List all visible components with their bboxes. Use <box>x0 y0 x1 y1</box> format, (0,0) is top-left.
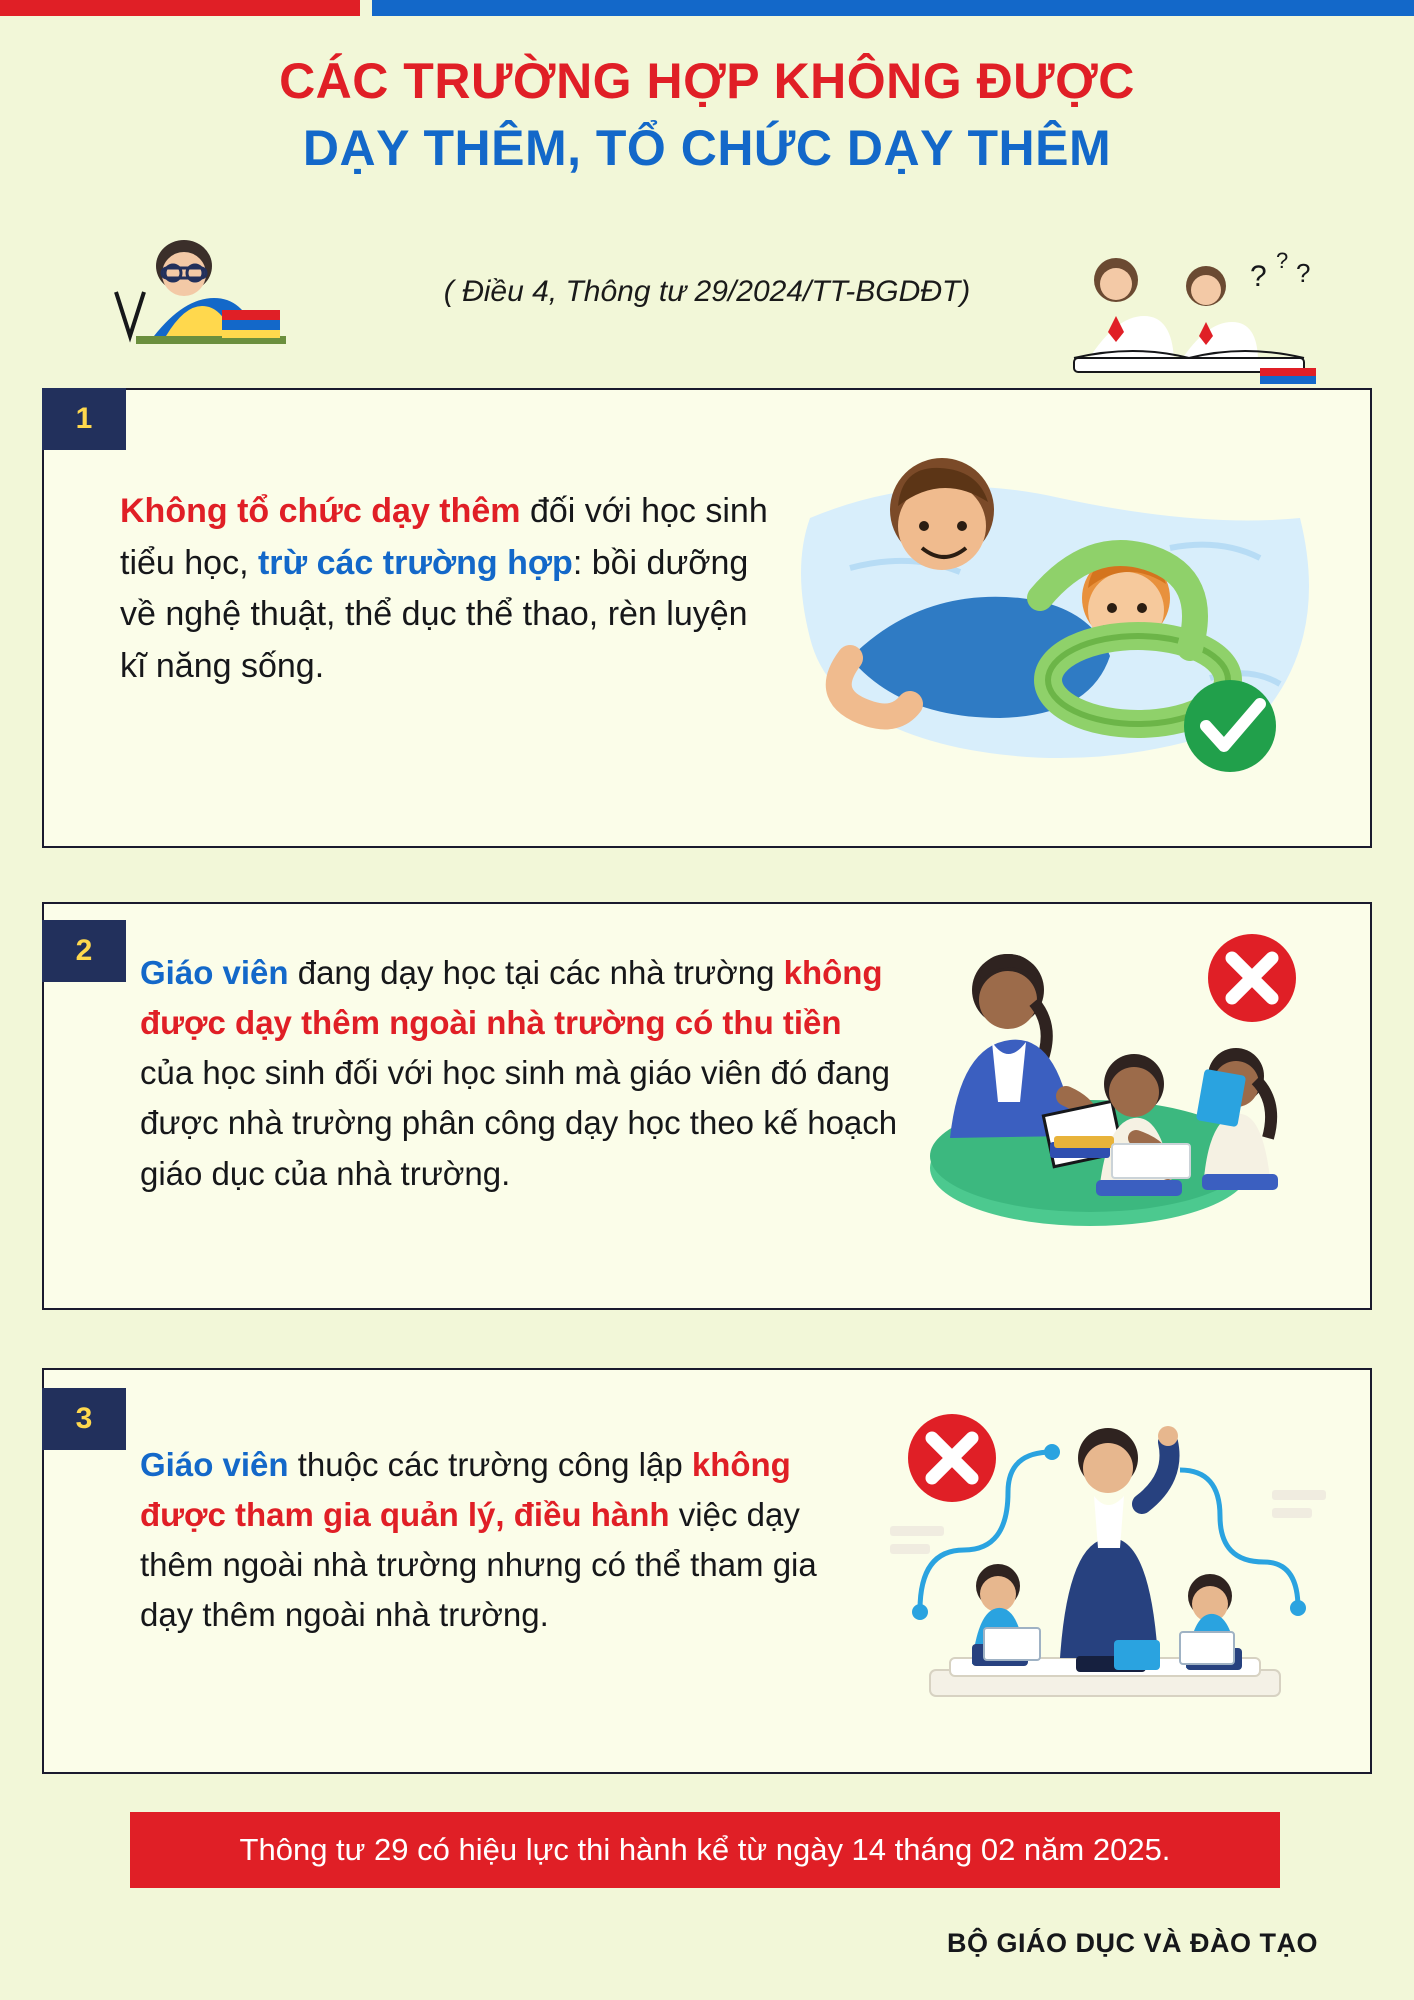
students-questioning-illustration <box>1064 240 1324 400</box>
title-line-2: DẠY THÊM, TỔ CHỨC DẠY THÊM <box>302 120 1112 176</box>
top-color-bar <box>0 0 1414 16</box>
rule-2-highlight-blue: Giáo viên <box>140 954 289 991</box>
rule-1-highlight-red: Không tổ chức dạy thêm <box>120 492 521 530</box>
organization-name: BỘ GIÁO DỤC VÀ ĐÀO TẠO <box>946 1928 1318 1958</box>
top-bar-gap <box>360 0 372 16</box>
top-bar-blue-segment <box>372 0 1414 16</box>
swimming-lesson-illustration <box>790 448 1330 788</box>
rule-3-highlight-red: không được tham gia quản lý, điều hành <box>140 1446 791 1534</box>
page-title <box>0 52 1414 178</box>
rule-2-text-b: của học sinh đối với học sinh mà giáo viên đó đang được nhà trường phân công dạy học theo kế hoạch giáo dục của nhà trường. <box>140 1054 898 1192</box>
page-subtitle: ( Điều 4, Thông tư 29/2024/TT-BGDĐT) <box>443 275 971 308</box>
rule-number-badge-3: 3 <box>42 1388 126 1450</box>
top-bar-red-segment <box>0 0 360 16</box>
effective-date-banner: Thông tư 29 có hiệu lực thi hành kể từ ngày 14 tháng 02 năm 2025. <box>130 1812 1280 1888</box>
teacher-tutoring-students-illustration <box>900 930 1330 1280</box>
rule-3-text-a: thuộc các trường công lập <box>288 1446 692 1483</box>
svg-text:?: ? <box>1296 258 1311 288</box>
rule-3-text-b: việc dạy thêm ngoài nhà trường nhưng có thể tham gia dạy thêm ngoài nhà trường. <box>140 1496 817 1634</box>
green-check-icon <box>1184 680 1276 772</box>
rule-2-highlight-red: không được dạy thêm ngoài nhà trường có thu tiền <box>140 954 883 1042</box>
rule-text-1 <box>120 486 780 693</box>
title-line-1: CÁC TRƯỜNG HỢP KHÔNG ĐƯỢC <box>279 53 1135 109</box>
rule-text-2 <box>140 948 900 1199</box>
svg-text:?: ? <box>1276 248 1289 273</box>
rule-1-text-a: đối với học sinh tiểu học, <box>120 492 768 582</box>
rule-1-highlight-blue: trừ các trường hợp <box>257 543 573 582</box>
teacher-at-desk-illustration <box>96 232 306 372</box>
rule-1-text-b: : bồi dưỡng về nghệ thuật, thể dục thể thao, rèn luyện kĩ năng sống. <box>120 543 749 686</box>
rule-number-badge-1: 1 <box>42 388 126 450</box>
rule-number-badge-2: 2 <box>42 920 126 982</box>
rule-text-3 <box>140 1440 840 1641</box>
manager-directing-team-illustration <box>880 1400 1330 1740</box>
rule-3-highlight-blue: Giáo viên <box>140 1446 289 1483</box>
rule-2-text-a: đang dạy học tại các nhà trường <box>288 954 784 991</box>
svg-text:?: ? <box>1250 260 1267 293</box>
